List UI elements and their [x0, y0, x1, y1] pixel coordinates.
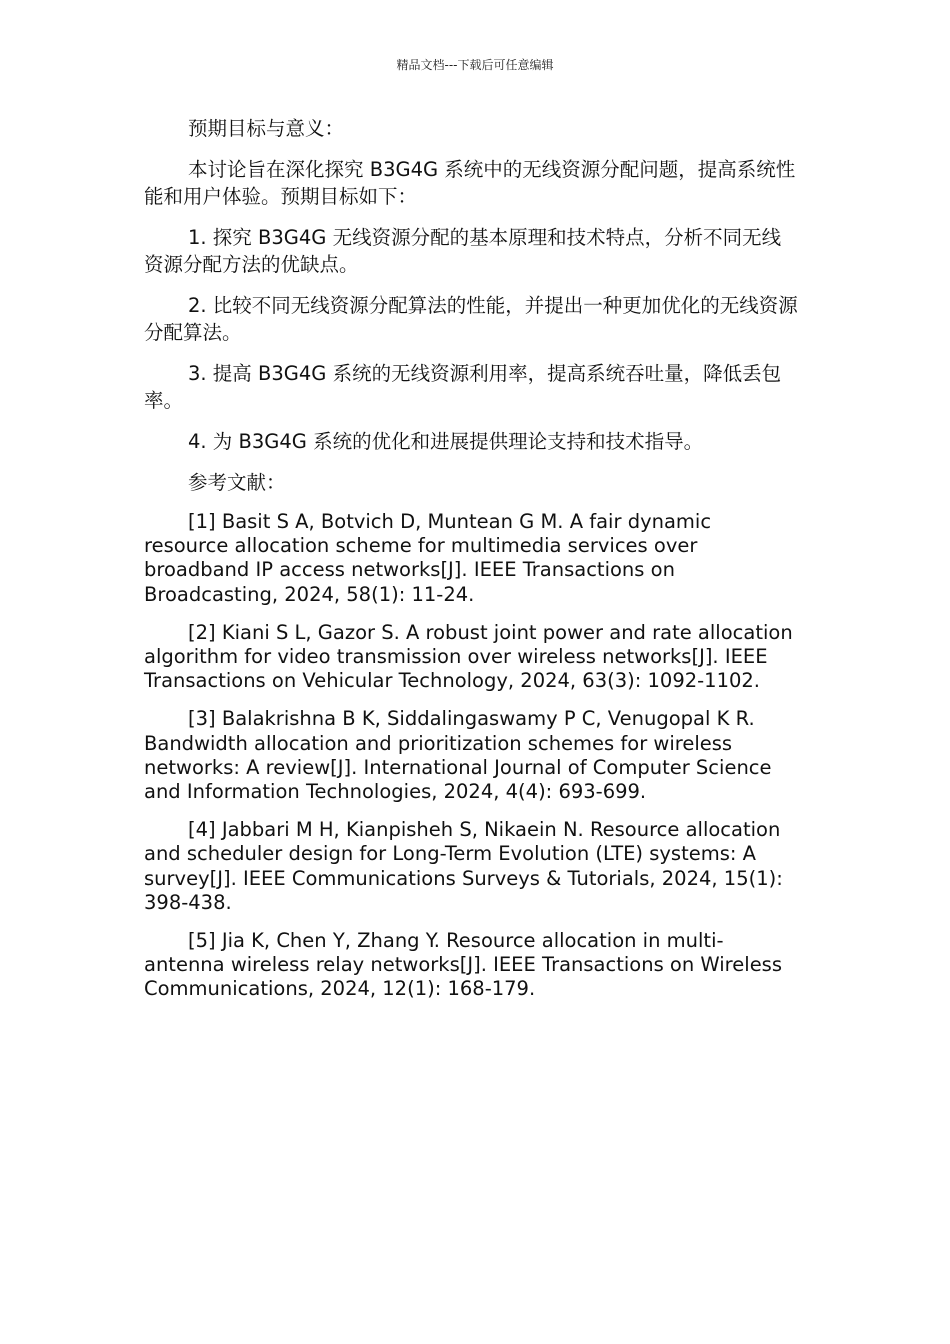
- reference-item: [2] Kiani S L, Gazor S. A robust joint power and rate allocation algorithm for video transmission over wireless networks[J]. IEEE Transactions on Vehicular Technology, 2024, 63(3): 1092-1102.: [144, 620, 793, 693]
- goal-item: 1. 探究 B3G4G 无线资源分配的基本原理和技术特点，分析不同无线资源分配方法的优缺点。: [144, 226, 782, 276]
- goal-item: 3. 提高 B3G4G 系统的无线资源利用率，提高系统吞吐量，降低丢包率。: [144, 362, 782, 412]
- goal-item: 4. 为 B3G4G 系统的优化和进展提供理论支持和技术指导。: [188, 430, 704, 453]
- references-title: 参考文献：: [188, 471, 286, 494]
- reference-item: [1] Basit S A, Botvich D, Muntean G M. A fair dynamic resource allocation scheme for multimedia services over broadband IP access networks[J]. IEEE Transactions on Broadcasting, 2024, 58(1): 11-24.: [144, 510, 712, 606]
- goal-item: 2. 比较不同无线资源分配算法的性能，并提出一种更加优化的无线资源分配算法。: [144, 294, 798, 344]
- reference-item: [4] Jabbari M H, Kianpisheh S, Nikaein N. Resource allocation and scheduler design for Long-Term Evolution (LTE) systems: A survey[J]. IEEE Communications Surveys & Tutorials, 2024, 15(1): 398-438.: [144, 818, 783, 914]
- page-header: 精品文档---下载后可任意编辑: [396, 58, 554, 72]
- document-body: [144, 115, 800, 1016]
- intro-paragraph: 本讨论旨在深化探究 B3G4G 系统中的无线资源分配问题，提高系统性能和用户体验。预期目标如下：: [144, 158, 796, 208]
- section-title: 预期目标与意义：: [188, 117, 345, 140]
- reference-item: [5] Jia K, Chen Y, Zhang Y. Resource allocation in multi-antenna wireless relay networks[J]. IEEE Transactions on Wireless Communications, 2024, 12(1): 168-179.: [144, 929, 783, 1001]
- reference-item: [3] Balakrishna B K, Siddalingaswamy P C, Venugopal K R. Bandwidth allocation and prioritization schemes for wireless networks: A review[J]. International Journal of Computer Science and Information Technologies, 2024, 4(4): 693-699.: [144, 707, 772, 804]
